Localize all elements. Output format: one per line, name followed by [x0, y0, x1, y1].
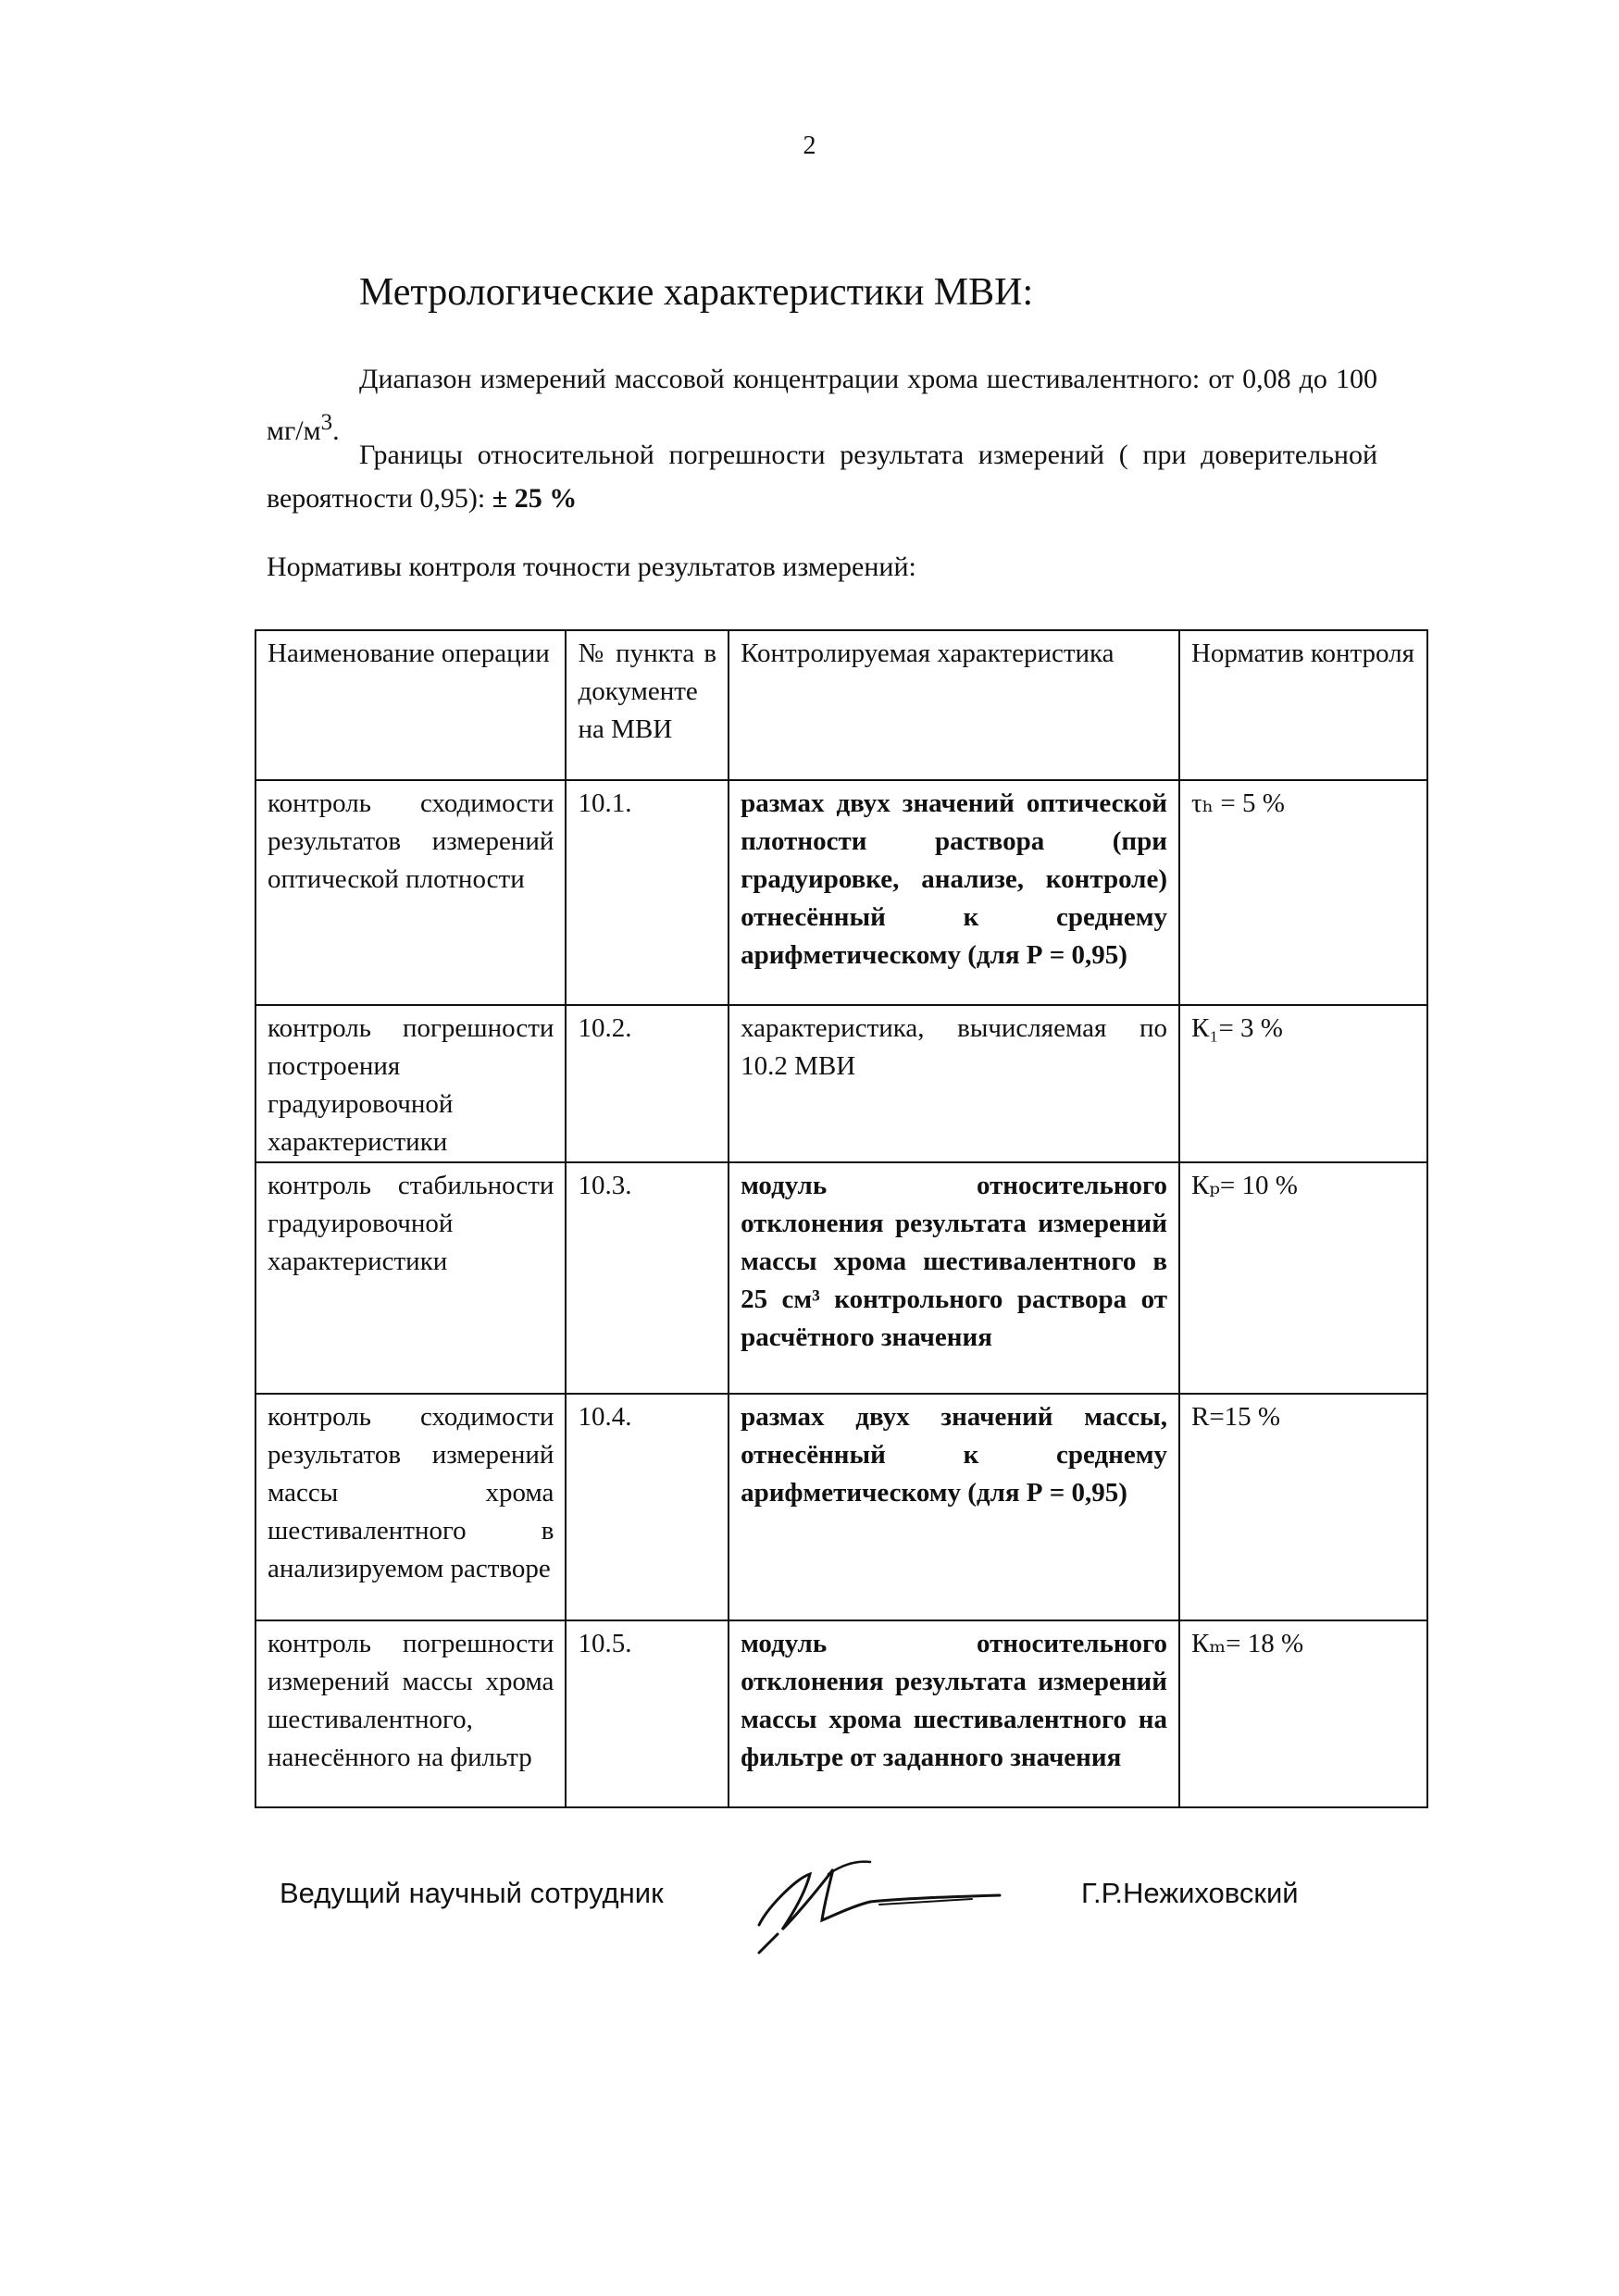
cell-clause: 10.4.	[566, 1394, 729, 1620]
cell-clause: 10.3.	[566, 1162, 729, 1394]
error-bounds-text: Границы относительной погрешности результата измерений ( при доверительной вероятности 0,95):	[267, 440, 1377, 514]
norms-heading: Нормативы контроля точности результатов измерений:	[267, 552, 916, 582]
table-row	[255, 780, 1427, 1005]
cell-operation: контроль погрешности измерений массы хрома шестивалентного, нанесённого на фильтр	[255, 1620, 566, 1807]
signatory-name: Г.Р.Нежиховский	[1081, 1877, 1299, 1909]
measurement-range-text: Диапазон измерений массовой концентрации хрома шестивалентного: от 0,08 до 100 мг/м	[267, 364, 1377, 446]
handwritten-signature-icon	[741, 1851, 1018, 1967]
table-row	[255, 1394, 1427, 1620]
cell-norm: Кₘ= 18 %	[1179, 1620, 1427, 1807]
header-clause: № пункта в документе на МВИ	[566, 630, 729, 780]
error-bounds-value: ± 25 %	[492, 483, 578, 514]
header-characteristic: Контролируемая характеристика	[729, 630, 1179, 780]
norms-table	[255, 629, 1428, 1808]
table-row	[255, 1005, 1427, 1162]
error-bounds-paragraph	[267, 433, 1377, 520]
table-row	[255, 1620, 1427, 1807]
header-operation: Наименование операции	[255, 630, 566, 780]
cell-clause: 10.2.	[566, 1005, 729, 1162]
document-title: Метрологические характеристики МВИ:	[359, 271, 1034, 314]
page-number: 2	[803, 131, 816, 160]
header-norm: Норматив контроля	[1179, 630, 1427, 780]
cell-characteristic: размах двух значений массы, отнесённый к среднему арифметическому (для Р = 0,95)	[729, 1394, 1179, 1620]
cell-norm: К₁= 3 %	[1179, 1005, 1427, 1162]
cell-characteristic: характеристика, вычисляемая по 10.2 МВИ	[729, 1005, 1179, 1162]
cell-operation: контроль погрешности построения градуировочной характеристики	[255, 1005, 566, 1162]
measurement-range-end: .	[332, 416, 340, 446]
measurement-range-superscript: 3	[320, 410, 333, 435]
signatory-position: Ведущий научный сотрудник	[280, 1877, 664, 1909]
cell-operation: контроль сходимости результатов измерений оптической плотности	[255, 780, 566, 1005]
cell-operation: контроль сходимости результатов измерений массы хрома шестивалентного в анализируемом растворе	[255, 1394, 566, 1620]
cell-norm: τₕ = 5 %	[1179, 780, 1427, 1005]
cell-clause: 10.5.	[566, 1620, 729, 1807]
cell-characteristic: размах двух значений оптической плотности раствора (при градуировке, анализе, контроле) отнесённый к среднему арифметическому (для Р = 0,95)	[729, 780, 1179, 1005]
cell-characteristic: модуль относительного отклонения результата измерений массы хрома шестивалентного в 25 см³ контрольного раствора от расчётного значения	[729, 1162, 1179, 1394]
cell-characteristic: модуль относительного отклонения результата измерений массы хрома шестивалентного на фильтре от заданного значения	[729, 1620, 1179, 1807]
cell-norm: R=15 %	[1179, 1394, 1427, 1620]
table-row	[255, 1162, 1427, 1394]
cell-norm: Кₚ= 10 %	[1179, 1162, 1427, 1394]
cell-clause: 10.1.	[566, 780, 729, 1005]
signature-block	[0, 1851, 1619, 1962]
table-header-row	[255, 630, 1427, 780]
cell-operation: контроль стабильности градуировочной характеристики	[255, 1162, 566, 1394]
